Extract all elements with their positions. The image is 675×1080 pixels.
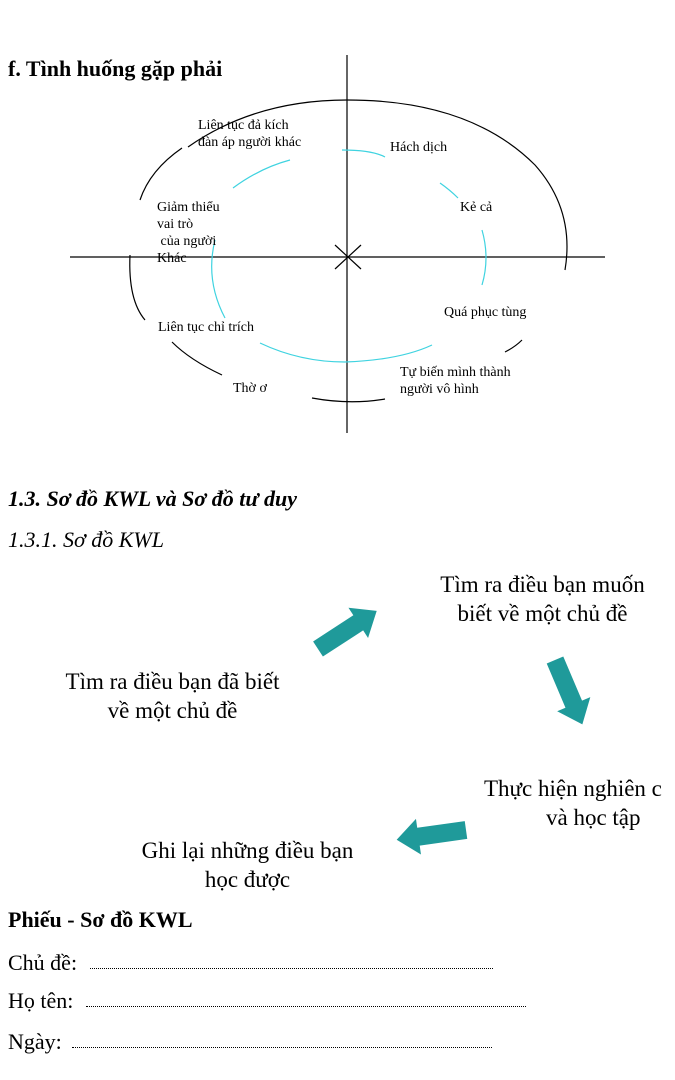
label-left-lower: Liên tục chỉ trích: [158, 320, 255, 335]
label-top-left: Liên tục đả kích đàn áp người khác: [198, 118, 302, 150]
section-heading: 1.3. Sơ đồ KWL và Sơ đồ tư duy: [8, 486, 297, 511]
date-field[interactable]: [72, 1047, 492, 1048]
label-right-lower: Quá phục tùng: [444, 305, 527, 320]
label-bottom-left: Thờ ơ: [233, 381, 267, 396]
form-title: Phiếu - Sơ đồ KWL: [8, 907, 193, 932]
label-left: Giảm thiểu vai trò của người Khác: [157, 200, 220, 266]
name-label: Họ tên:: [8, 988, 74, 1013]
kwl-step-know: Tìm ra điều bạn đã biết về một chủ đề: [65, 669, 280, 723]
label-bottom-right: Tự biến mình thành người vô hình: [400, 365, 511, 397]
kwl-step-learned: Ghi lại những điều bạn học được: [141, 838, 354, 892]
date-label: Ngày:: [8, 1029, 62, 1054]
label-right-upper: Kẻ cả: [460, 200, 493, 215]
kwl-step-research: Thực hiện nghiên c và học tập: [484, 776, 662, 830]
situation-heading: f. Tình huống gặp phải: [8, 56, 223, 81]
kwl-step-want: Tìm ra điều bạn muốn biết về một chủ đề: [440, 572, 645, 626]
topic-field[interactable]: [90, 968, 493, 969]
topic-label: Chủ đề:: [8, 950, 78, 975]
section-subheading: 1.3.1. Sơ đồ KWL: [8, 527, 164, 552]
name-field[interactable]: [86, 1006, 526, 1007]
label-top-right: Hách dịch: [390, 140, 448, 155]
